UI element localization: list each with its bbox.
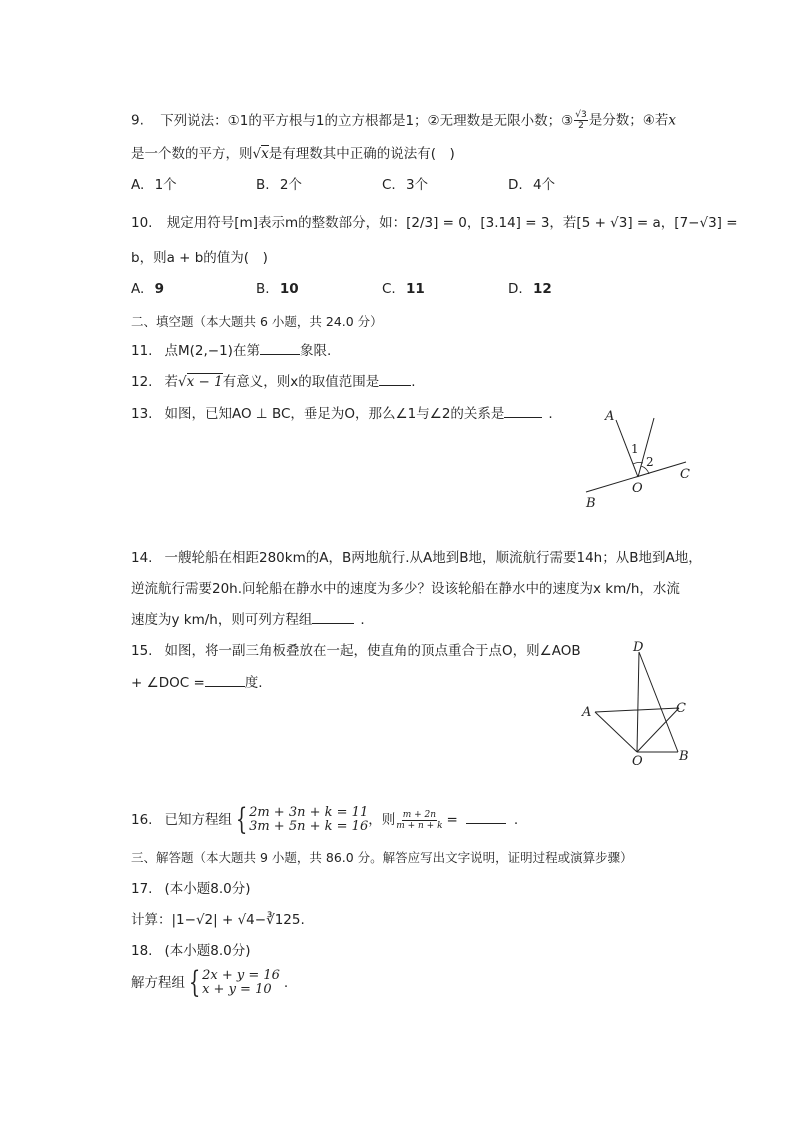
fraction: $\frac{√3}{2}$: [575, 110, 587, 131]
fraction: $\frac{m + 2n}{m + n + k}$: [396, 809, 443, 831]
edge-db: [639, 652, 678, 752]
label-angle-1: 1: [631, 442, 639, 456]
option-a: A. 9: [131, 281, 164, 297]
figure-15: [578, 638, 698, 770]
question-10-line-2: b，则a + b的值为( ): [131, 250, 268, 266]
question-18-header: 18. (本小题8.0分): [131, 943, 251, 959]
equation-system: { 2x + y = 16 x + y = 10: [188, 965, 280, 1000]
option-b: B. 2个: [256, 177, 302, 193]
answer-blank[interactable]: [205, 674, 245, 687]
question-11: 11. 点M(2,−1)在第 象限.: [131, 343, 332, 359]
question-14-line-1: 14. 一艘轮船在相距280km的A，B两地航行.从A地到B地，顺流航行需要14h；从B地到A地，: [131, 550, 702, 566]
label-b: B: [586, 496, 596, 511]
answer-blank[interactable]: [504, 405, 542, 418]
question-17-header: 17. (本小题8.0分): [131, 881, 251, 897]
label-o: O: [632, 754, 643, 769]
question-17-body: 计算：|1−√2| + √4−∛125.: [131, 912, 305, 928]
question-9-line-2: 是一个数的平方，则√x是有理数其中正确的说法有( ): [131, 146, 455, 162]
figure-13: [578, 400, 698, 515]
option-b: B. 10: [256, 281, 299, 297]
answer-blank[interactable]: [379, 373, 411, 386]
label-d: D: [633, 640, 644, 655]
option-c: C. 3个: [382, 177, 429, 193]
option-a: A. 1个: [131, 177, 177, 193]
option-d: D. 12: [508, 281, 552, 297]
question-10-line-1: 10. 规定用符号[m]表示m的整数部分，如：[2/3] = 0，[3.14] = 3，若[5 + √3] = a，[7−√3] =: [131, 215, 738, 231]
option-c: C. 11: [382, 281, 425, 297]
label-c: C: [680, 467, 690, 482]
edge-oc: [637, 708, 679, 752]
edge-do: [637, 652, 639, 752]
edge-ao: [595, 712, 637, 752]
section-heading: 二、填空题（本大题共 6 小题，共 24.0 分）: [131, 314, 383, 329]
option-d: D. 4个: [508, 177, 556, 193]
label-a: A: [582, 705, 592, 720]
answer-blank[interactable]: [312, 611, 354, 624]
label-c: C: [676, 701, 686, 716]
question-15-line-1: 15. 如图，将一副三角板叠放在一起，使直角的顶点重合于点O，则∠AOB: [131, 643, 581, 659]
sqrt-symbol: √: [177, 374, 187, 390]
question-12: 12. 若√x − 1有意义，则x的取值范围是 .: [131, 374, 416, 390]
answer-blank[interactable]: [260, 342, 300, 355]
question-13: 13. 如图，已知AO ⊥ BC，垂足为O，那么∠1与∠2的关系是 .: [131, 406, 553, 422]
answer-blank[interactable]: [466, 811, 506, 824]
question-18-body: 解方程组 { 2x + y = 16 x + y = 10 .: [131, 965, 289, 1000]
label-a: A: [605, 409, 615, 424]
question-text: 是分数；④若: [588, 112, 669, 129]
section-heading: 三、解答题（本大题共 9 小题，共 86.0 分。解答应写出文字说明，证明过程或演算步骤）: [131, 850, 633, 865]
question-9-line-1: 9. 下列说法：①1的平方根与1的立方根都是1；②无理数是无限小数；③ $\frac{√3}{2}$ 是分数；④若x: [131, 110, 676, 131]
sqrt-symbol: √: [252, 146, 262, 162]
question-14-line-2: 逆流航行需要20h.问轮船在静水中的速度为多少？设该轮船在静水中的速度为x km/h，水流: [131, 581, 680, 597]
question-15-line-2: + ∠DOC = 度.: [131, 675, 263, 691]
question-14-line-3: 速度为y km/h，则可列方程组 .: [131, 612, 365, 628]
question-16: 16. 已知方程组 { 2m + 3n + k = 11 3m + 5n + k = 16 ，则 $\frac{m + 2n}{m + n + k}$ = .: [131, 802, 519, 837]
question-text: 下列说法：①1的平方根与1的立方根都是1；②无理数是无限小数；③: [160, 112, 574, 129]
label-o: O: [632, 481, 643, 496]
question-number: 9.: [131, 112, 144, 129]
edge-ac: [595, 708, 679, 712]
label-b: B: [679, 749, 689, 764]
equation-system: { 2m + 3n + k = 11 3m + 5n + k = 16: [235, 802, 369, 837]
label-angle-2: 2: [646, 455, 654, 469]
